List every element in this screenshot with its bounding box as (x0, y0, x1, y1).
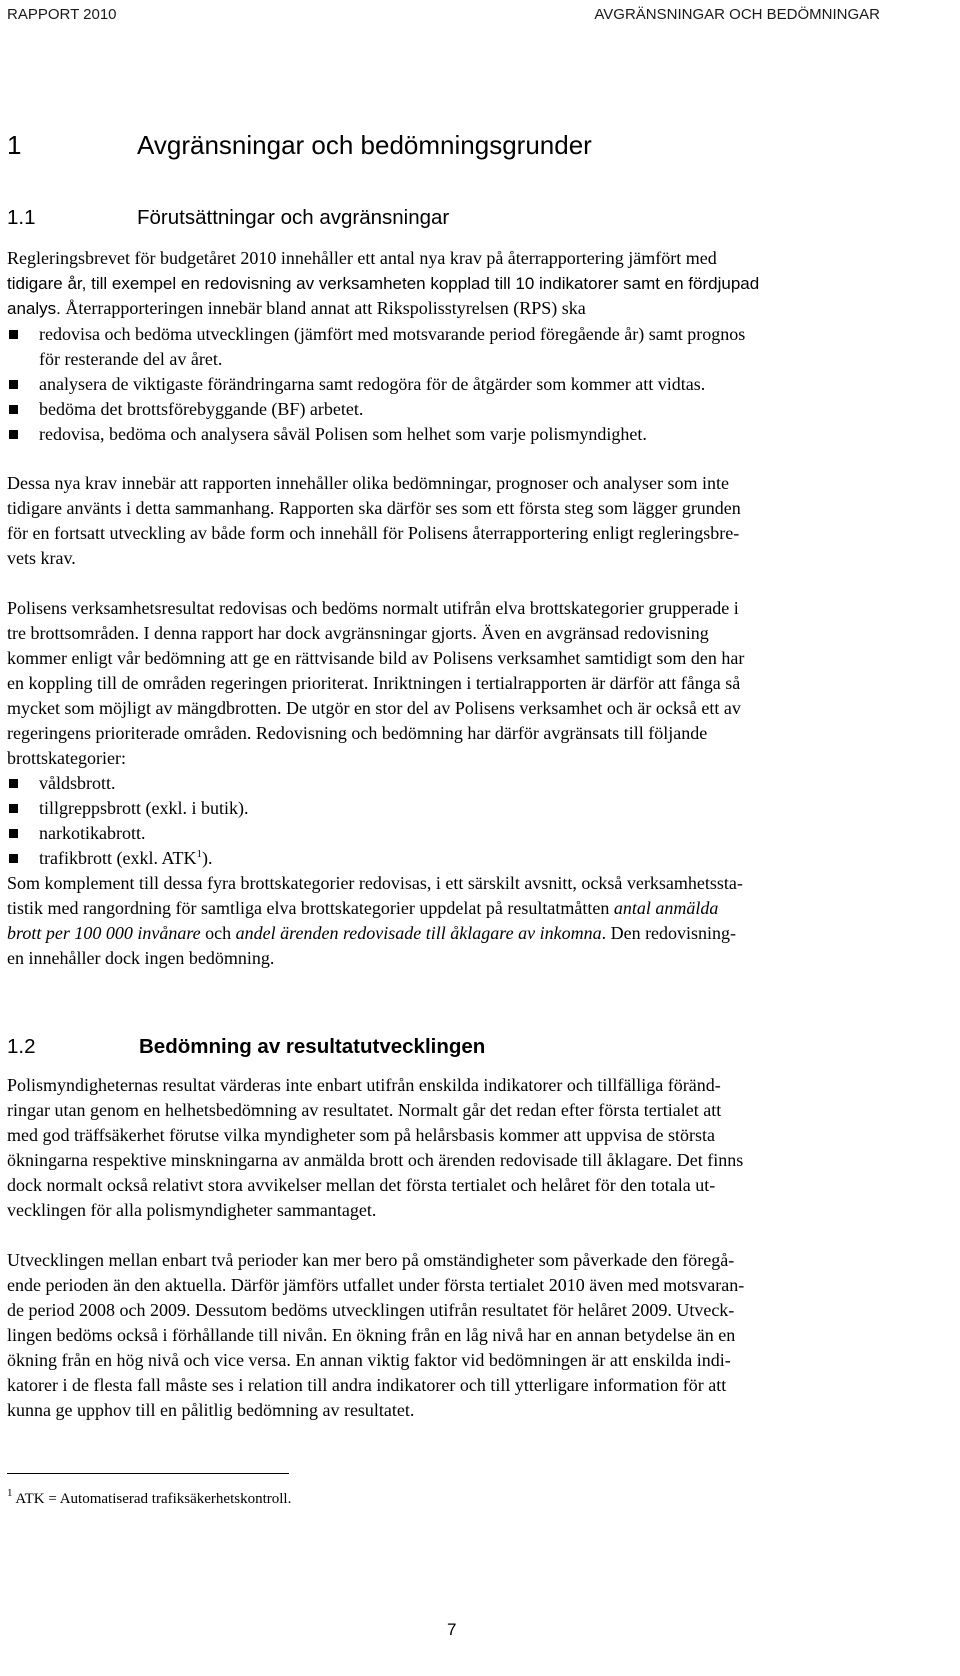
section-title: Bedömning av resultatutvecklingen (139, 1035, 486, 1058)
text-line: kommer enligt vår bedömning att ge en rättvisande bild av Polisens verksamhet samtidigt som den har (7, 648, 745, 668)
list-item: analysera de viktigaste förändringarna samt redogöra för de åtgärder som kommer att vidtas. (7, 372, 912, 397)
bullet-icon (9, 779, 18, 788)
requirements-list (7, 322, 912, 447)
text-line: ringar utan genom en helhetsbedömning av resultatet. Normalt går det redan efter första tertialet att (7, 1100, 722, 1120)
text-line: Återrapporteringen innebär bland annat att Rikspolisstyrelsen (RPS) ska (60, 298, 586, 318)
list-item: våldsbrott. (7, 771, 912, 796)
paragraph-nya-krav (7, 471, 912, 571)
running-header-left: RAPPORT 2010 (7, 6, 117, 23)
chapter-number: 1 (7, 130, 22, 160)
text-line: katorer i de flesta fall måste ses i relation till andra indikatorer och till ytterligare information för att (7, 1375, 727, 1395)
list-item: bedöma det brottsförebyggande (BF) arbetet. (7, 397, 912, 422)
list-item: redovisa, bedöma och analysera såväl Polisen som helhet som varje polismyndighet. (7, 422, 912, 447)
text-line: Utvecklingen mellan enbart två perioder kan mer bero på omständigheter som påverkade den föregå- (7, 1250, 735, 1270)
text-line: vets krav. (7, 548, 76, 568)
section-title: Förutsättningar och avgränsningar (137, 206, 450, 229)
bullet-icon (9, 380, 18, 389)
text-line: vecklingen för alla polismyndigheter sammantaget. (7, 1200, 377, 1220)
footnote-mark: 1 (7, 1487, 13, 1499)
list-item-continuation: för resterande del av året. (39, 349, 223, 369)
text-line: tidigare år, till exempel en redovisning av verksamheten kopplad till 10 indikatorer samt en fördjupad (7, 274, 760, 293)
bullet-icon (9, 330, 18, 339)
text-line: tidigare använts i detta sammanhang. Rapporten ska därför ses som ett första steg som lägger grunden (7, 498, 741, 518)
section-heading-1-1 (7, 206, 449, 230)
text-line: lingen bedöms också i förhållande till nivån. En ökning från en låg nivå har en annan betydelse än en (7, 1325, 736, 1345)
bullet-icon (9, 829, 18, 838)
page-number: 7 (447, 1620, 457, 1639)
text-line: med god träffsäkerhet förutse vilka myndigheter som på helårsbasis kommer att uppvisa de största (7, 1125, 715, 1145)
text-line: ende perioden än den aktuella. Därför jämförs utfallet under första tertialet 2010 även med motsvaran- (7, 1275, 745, 1295)
chapter-title: Avgränsningar och bedömningsgrunder (137, 130, 592, 160)
chapter-heading (7, 130, 592, 161)
italic-term: brott per 100 000 invånare (7, 923, 201, 943)
section-heading-1-2 (7, 1035, 485, 1059)
crime-categories-list (7, 771, 912, 871)
text-line: brottskategorier: (7, 748, 126, 768)
paragraph-verksamhetsresultat (7, 596, 912, 771)
text-line: dock normalt också relativt stora avvikelser mellan det första tertialet och helåret för den totala ut- (7, 1175, 716, 1195)
text-line: en koppling till de områden regeringen prioriterat. Inriktningen i tertialrapporten är därför att fånga så (7, 673, 741, 693)
paragraph-utvecklingen (7, 1248, 912, 1423)
footnote-reference: 1 (196, 848, 202, 860)
text-line: Som komplement till dessa fyra brottskategorier redovisas, i ett särskilt avsnitt, också verksamhetssta- (7, 873, 743, 893)
list-item: trafikbrott (exkl. ATK$^1$). (7, 846, 912, 871)
text-line: de period 2008 och 2009. Dessutom bedöms utvecklingen utifrån resultatet för helåret 2009. Utveck- (7, 1300, 735, 1320)
list-item: tillgreppsbrott (exkl. i butik). (7, 796, 912, 821)
text-line: analys. (7, 299, 61, 318)
text-line: Polismyndigheternas resultat värderas inte enbart utifrån enskilda indikatorer och tillfälliga föränd- (7, 1075, 721, 1095)
list-item: narkotikabrott. (7, 821, 912, 846)
text-line: kunna ge upphov till en pålitlig bedömning av resultatet. (7, 1400, 415, 1420)
running-header-right: AVGRÄNSNINGAR OCH BEDÖMNINGAR (594, 6, 880, 23)
text-line: mycket som möjligt av mängdbrotten. De utgör en stor del av Polisens verksamhet och är också ett av (7, 698, 741, 718)
text-line: Polisens verksamhetsresultat redovisas och bedöms normalt utifrån elva brottskategorier grupperade i (7, 598, 739, 618)
bullet-icon (9, 854, 18, 863)
text-line: Dessa nya krav innebär att rapporten innehåller olika bedömningar, prognoser och analyser som inte (7, 473, 730, 493)
section-number: 1.2 (7, 1035, 36, 1058)
text-line: Regleringsbrevet för budgetåret 2010 innehåller ett antal nya krav på återrapportering jämfört med (7, 248, 717, 268)
paragraph-komplement: Som komplement till dessa fyra brottskategorier redovisas, i ett särskilt avsnitt, också verksamhetssta- tistik med rangordning för samtliga elva brottskategorier uppdelat på resultatmåtten antal anmälda brott per 100 000 invånare och andel ärenden redovisade till åklagare av inkomna. Den redovisning- en innehåller dock ingen bedömning. (7, 871, 912, 971)
italic-term: andel ärenden redovisade till åklagare av inkomna (235, 923, 602, 943)
text-line: ökningarna respektive minskningarna av anmälda brott och ärenden redovisade till åklagare. Det finns (7, 1150, 744, 1170)
bullet-icon (9, 405, 18, 414)
section-number: 1.1 (7, 206, 36, 229)
bullet-icon (9, 430, 18, 439)
text-line: för en fortsatt utveckling av både form och innehåll för Polisens återrapportering enligt regleringsbre- (7, 523, 740, 543)
text-line: en innehåller dock ingen bedömning. (7, 948, 275, 968)
bullet-icon (9, 804, 18, 813)
text-line: tre brottsområden. I denna rapport har dock avgränsningar gjorts. Även en avgränsad redovisning (7, 623, 709, 643)
italic-term: antal anmälda (613, 898, 719, 918)
footnote-separator (7, 1473, 289, 1474)
footnote: $^1$ ATK = Automatiserad trafiksäkerhetskontroll. (7, 1487, 292, 1507)
text-line: ökning från en hög nivå och vice versa. En annan viktig faktor vid bedömningen är att enskilda indi- (7, 1350, 731, 1370)
text-line: regeringens prioriterade områden. Redovisning och bedömning har därför avgränsats till följande (7, 723, 708, 743)
list-item: redovisa och bedöma utvecklingen (jämfört med motsvarande period föregående år) samt prognos (7, 322, 912, 347)
paragraph-polismyndigheternas-resultat (7, 1073, 912, 1223)
paragraph-regleringsbrev (7, 246, 912, 321)
